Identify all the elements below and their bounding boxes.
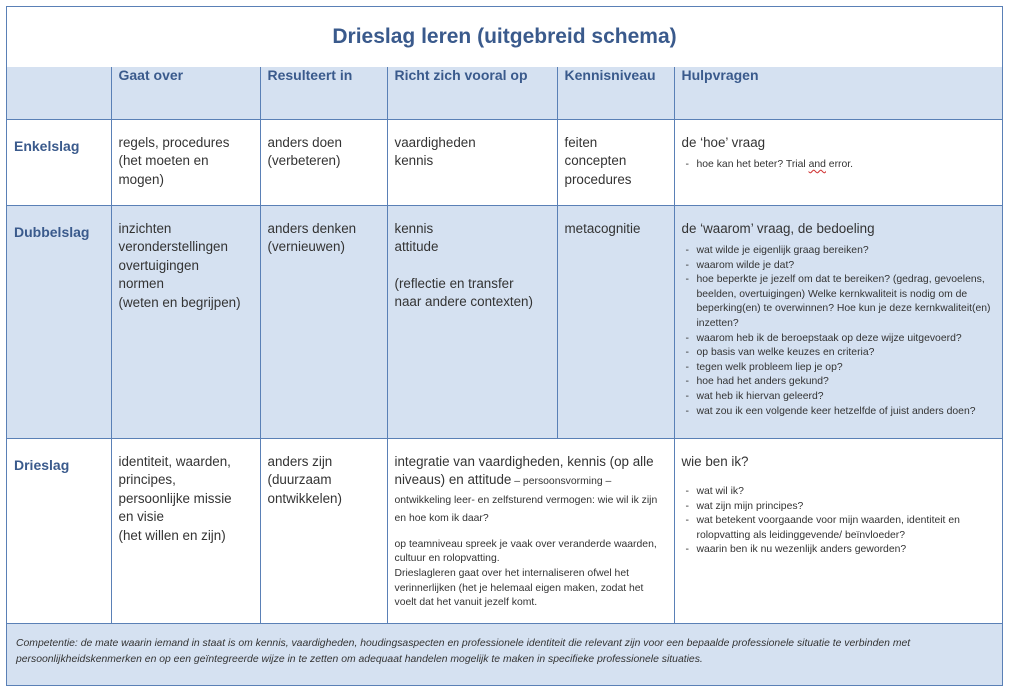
drieslag-richt-zich xyxy=(387,438,674,623)
schema-table xyxy=(7,67,1002,624)
question-item: - wat betekent voorgaande voor mijn waarden, identiteit en rolopvatting als leidinggevende/ beïnvloeder? xyxy=(684,514,996,543)
competentie-footer: Competentie: de mate waarin iemand in staat is om kennis, vaardigheden, houdingsaspecten en professionele identiteit die relevant zijn voor een bepaalde professionele situatie te verbinden met persoonlijkheidskenmerken en op een geïntegreerde wijze in te zetten om adequaat handelen mogelijk te maken in specifieke professionele situaties. xyxy=(7,623,1002,685)
cell-line: anders doen xyxy=(267,134,342,150)
header-empty xyxy=(7,67,111,119)
row-label-dubbelslag: Dubbelslag xyxy=(7,205,111,438)
question-item: - waarom wilde je dat? xyxy=(684,259,996,274)
question-item: - wat zijn mijn principes? xyxy=(684,500,996,515)
question-item: - wat wil ik? xyxy=(684,485,996,500)
richt-zich-block xyxy=(395,453,663,611)
cell-line: veronderstellingen xyxy=(118,239,228,254)
cell-line: normen xyxy=(118,276,164,291)
cell-line: procedures xyxy=(564,171,632,187)
cell-line: kennis xyxy=(394,220,434,236)
cell-line: vaardigheden xyxy=(394,134,476,150)
dubbelslag-richt-zich xyxy=(387,205,557,438)
page-title: Drieslag leren (uitgebreid schema) xyxy=(7,7,1002,68)
dubbelslag-gaat-over xyxy=(111,205,260,438)
cell-line: regels, procedures xyxy=(118,134,230,150)
drieslag-hulpvragen xyxy=(674,438,1002,623)
header-resulteert-in: Resulteert in xyxy=(260,67,387,119)
cell-line: persoonlijke missie xyxy=(118,490,232,506)
cell-line: kennis xyxy=(394,153,434,168)
richt-zich-internaliseren: Drieslagleren gaat over het internaliseren ofwel het verinnerlijken (het je helemaal eigen maken, zodat het voelt dat het vanuit jezelf komt. xyxy=(394,567,644,609)
cell-line: overtuigingen xyxy=(118,257,199,273)
cell-line: concepten xyxy=(564,153,627,168)
cell-line: identiteit, waarden, xyxy=(118,453,231,469)
dubbelslag-kennisniveau xyxy=(557,205,674,438)
enkelslag-hulpvragen xyxy=(674,119,1002,205)
question-item: - waarin ben ik nu wezenlijk anders geworden? xyxy=(684,543,996,558)
drieslag-resulteert-in xyxy=(260,438,387,623)
row-drieslag xyxy=(7,438,1002,623)
enkelslag-kennisniveau xyxy=(557,119,674,205)
header-gaat-over: Gaat over xyxy=(111,67,260,119)
schema-frame xyxy=(6,6,1003,686)
cell-line: anders zijn xyxy=(267,453,333,469)
cell-line: metacognitie xyxy=(564,220,641,236)
dubbelslag-hulpvragen xyxy=(674,205,1002,438)
header-kennisniveau: Kennisniveau xyxy=(557,67,674,119)
cell-line: (duurzaam xyxy=(267,472,332,487)
cell-line: naar andere contexten) xyxy=(394,294,533,309)
question-item: - hoe had het anders gekund? xyxy=(684,375,996,390)
cell-line: principes, xyxy=(118,472,176,487)
cell-line: inzichten xyxy=(118,220,172,236)
richt-zich-team: op teamniveau spreek je vaak over veranderde waarden, cultuur en rolopvatting. xyxy=(394,538,657,565)
spelling-flag-word: and xyxy=(808,159,826,170)
question-text: error. xyxy=(825,159,854,170)
enkelslag-gaat-over xyxy=(111,119,260,205)
header-richt-zich: Richt zich vooral op xyxy=(387,67,557,119)
header-hulpvragen: Hulpvragen xyxy=(674,67,1002,119)
enkelslag-resulteert-in xyxy=(260,119,387,205)
cell-line: ontwikkelen) xyxy=(267,490,342,506)
question-text: hoe kan het beter? Trial xyxy=(696,159,809,170)
question-list xyxy=(682,244,996,419)
question-list xyxy=(682,158,996,173)
question-item xyxy=(684,158,996,173)
header-row xyxy=(7,67,1002,119)
question-item: - wat zou ik een volgende keer hetzelfde of juist anders doen? xyxy=(684,405,996,420)
question-item: - tegen welk probleem liep je op? xyxy=(684,361,996,376)
cell-line: (reflectie en transfer xyxy=(394,275,514,291)
question-item: - hoe beperkte je jezelf om dat te bereiken? (gedrag, gevoelens, beelden, overtuigingen) Welke kernkwaliteit is nodig om de beperking(en) te overwinnen? Hoe kun je deze kernkwaliteit(en) inzetten? xyxy=(684,273,996,331)
richt-zich-note: – persoonsvorming – ontwikkeling leer- en zelfsturend vermogen: wie wil ik zijn en hoe kom ik daar? xyxy=(394,476,658,525)
question-item: - waarom heb ik de beroepstaak op deze wijze uitgevoerd? xyxy=(684,332,996,347)
hulpvragen-title: de ‘waarom’ vraag, de bedoeling xyxy=(681,220,875,236)
row-label-enkelslag: Enkelslag xyxy=(7,119,111,205)
question-item: - wat heb ik hiervan geleerd? xyxy=(684,390,996,405)
cell-line: feiten xyxy=(564,134,598,150)
question-item: - op basis van welke keuzes en criteria? xyxy=(684,346,996,361)
cell-line: (het willen en zijn) xyxy=(118,527,226,543)
enkelslag-richt-zich xyxy=(387,119,557,205)
cell-line: (verbeteren) xyxy=(267,153,341,168)
cell-spacer xyxy=(395,257,550,275)
row-label-drieslag: Drieslag xyxy=(7,438,111,623)
cell-line: mogen) xyxy=(118,171,164,187)
cell-line: attitude xyxy=(394,239,439,254)
dubbelslag-resulteert-in xyxy=(260,205,387,438)
richt-zich-main: integratie van vaardigheden, kennis (op alle niveaus) en attitude xyxy=(394,453,654,487)
cell-line: (weten en begrijpen) xyxy=(118,294,241,310)
cell-line: en visie xyxy=(118,509,164,524)
row-dubbelslag xyxy=(7,205,1002,438)
row-enkelslag xyxy=(7,119,1002,205)
drieslag-gaat-over xyxy=(111,438,260,623)
cell-line: (het moeten en xyxy=(118,153,209,168)
cell-line: anders denken xyxy=(267,220,357,236)
question-list xyxy=(682,485,996,558)
question-item: - wat wilde je eigenlijk graag bereiken? xyxy=(684,244,996,259)
cell-line: (vernieuwen) xyxy=(267,239,345,254)
hulpvragen-title: de ‘hoe’ vraag xyxy=(681,134,766,150)
hulpvragen-title: wie ben ik? xyxy=(681,453,749,469)
